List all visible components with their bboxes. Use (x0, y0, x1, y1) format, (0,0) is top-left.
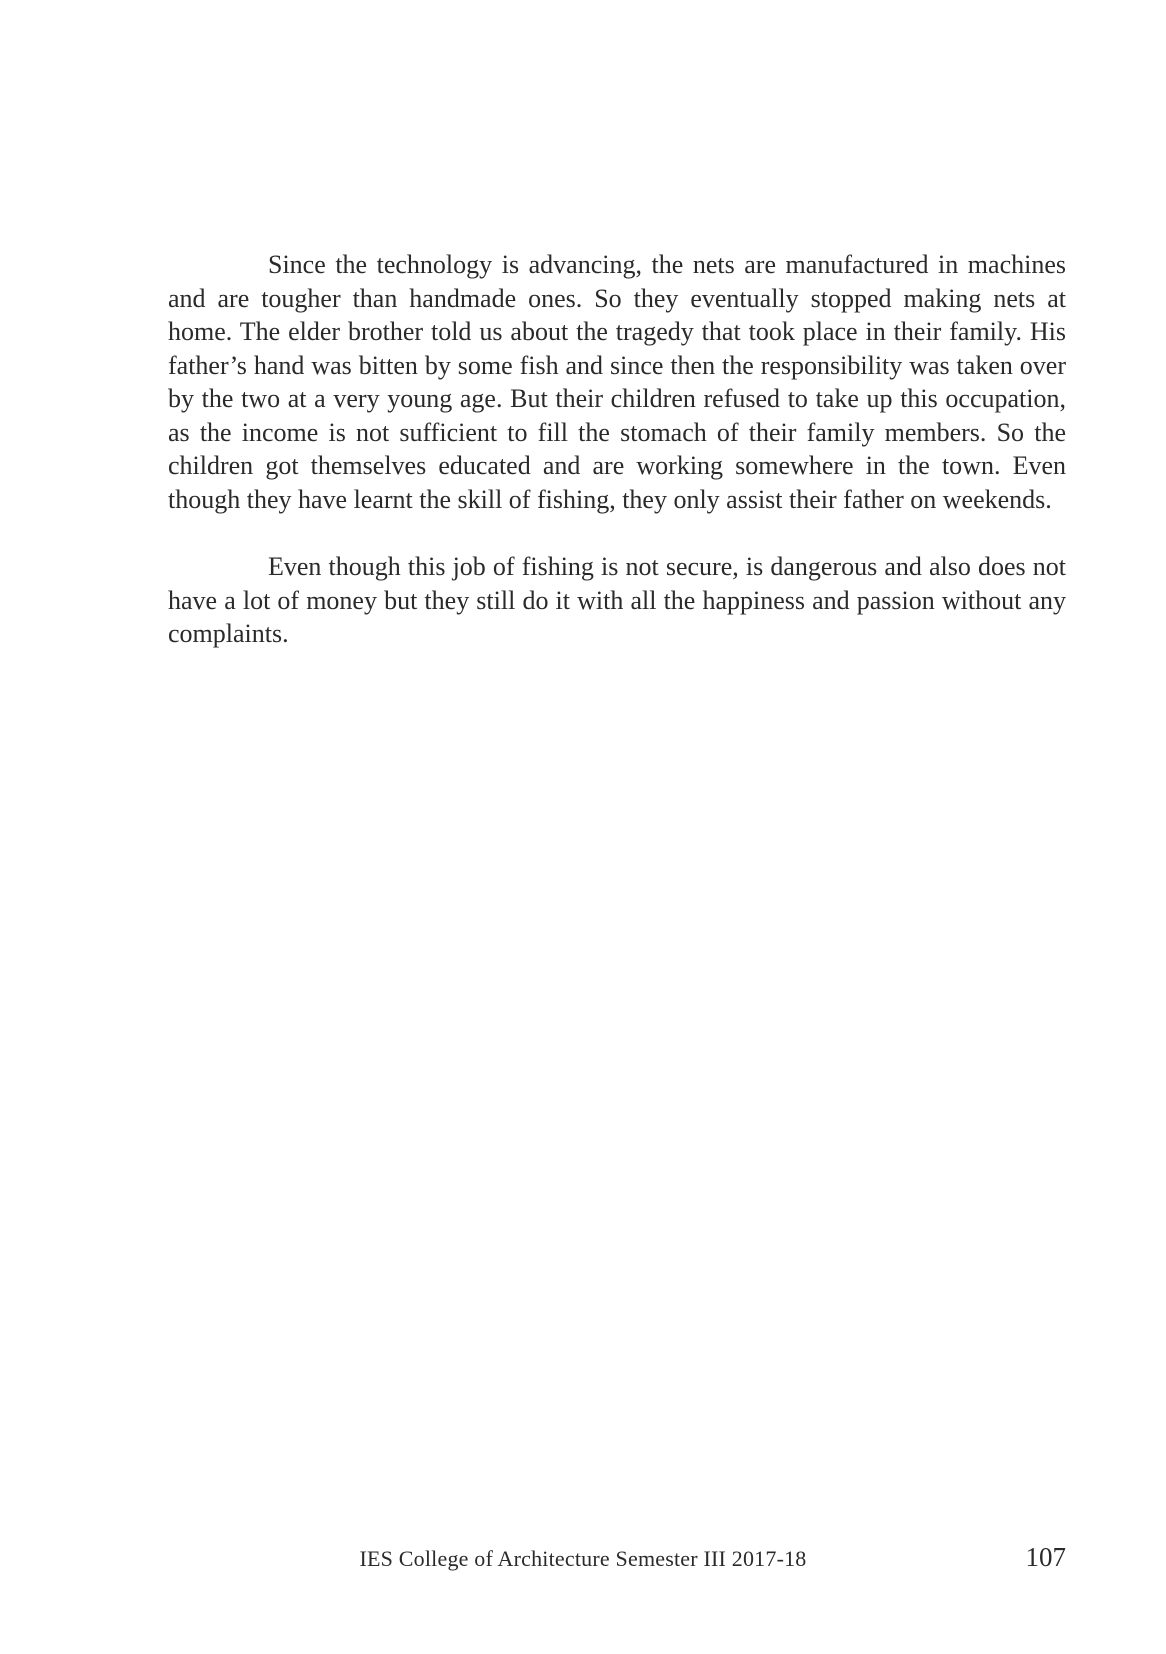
page-number: 107 (1025, 1542, 1066, 1572)
paragraph-1: Since the technology is advancing, the nets are manufactured in machines and are tougher than handmade ones. So they eventually stopped making nets at home. The elder brother told us about the tragedy that took place in their family. His father’s hand was bitten by some fish and since then the responsibility was taken over by the two at a very young age. But their children refused to take up this occupation, as the income is not sufficient to fill the stomach of their family members. So the children got themselves educated and are working somewhere in the town. Even though they have learnt the skill of fishing, they only assist their father on weekends. (168, 250, 1066, 514)
footer-title: IES College of Architecture Semester III 2017-18 (359, 1546, 807, 1571)
paragraph-2: Even though this job of fishing is not secure, is dangerous and also does not have a lot of money but they still do it with all the happiness and passion without any complaints. (168, 552, 1066, 648)
body-text (168, 248, 1066, 685)
